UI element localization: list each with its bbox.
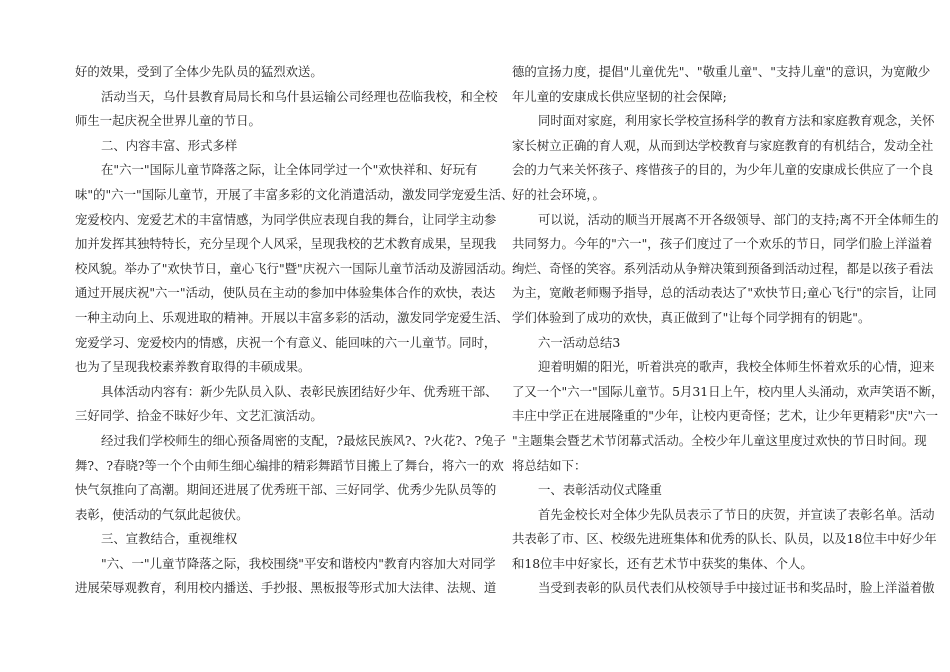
text-line: 宠爱校内、宠爱艺术的丰富情感，为同学供应表现自我的舞台，让同学主动参: [75, 211, 497, 227]
text-line: 家长树立正确的育人观，从而到达学校教育与家庭教育的有机结合，发动全社: [512, 137, 934, 153]
text-line: 年儿童的安康成长供应坚韧的社会保障;: [512, 88, 727, 104]
text-line: 和18位丰中好家长，还有艺术节中获奖的集体、个人。: [512, 555, 813, 571]
text-line: 味"的"六一"国际儿童节，开展了丰富多彩的文化消遣活动，激发同学宠爱生活、: [75, 186, 514, 202]
text-line: 同时面对家庭，利用家长学校宣扬科学的教育方法和家庭教育观念，关怀: [538, 113, 935, 129]
text-line: 也为了呈现我校素养教育取得的丰硕成果。: [75, 359, 311, 375]
right-column: [512, 60, 944, 601]
text-line: 表彰，使活动的气氛此起彼伏。: [75, 506, 249, 522]
section-heading: 三、宣教结合，重视维权: [101, 531, 238, 547]
text-line: 共同努力。今年的"六一"，孩子们度过了一个欢乐的节日，同学们脸上洋溢着: [512, 236, 933, 252]
text-line: 舞?、?春晓?等一个个由师生细心编排的精彩舞蹈节目搬上了舞台，将六一的欢: [75, 457, 504, 473]
text-line: 好的社会环境，。: [512, 186, 605, 202]
text-line: 当受到表彰的队员代表们从校领导手中接过证书和奖品时，脸上洋溢着傲: [538, 580, 935, 596]
text-line: 可以说，活动的顺当开展离不开各级领导、部门的支持;离不开全体师生的: [538, 211, 939, 227]
text-line: 德的宣扬力度，提倡"儿童优先"、"敬重儿童"、"支持儿童"的意识，为宽敞少: [512, 64, 931, 79]
text-line: 在"六一"国际儿童节降落之际，让全体同学过一个"欢快祥和、好玩有: [101, 162, 478, 178]
left-column: [75, 60, 514, 601]
text-line: 绚烂、奇怪的笑容。系列活动从争辩决策到预备到活动过程，都是以孩子看法: [512, 260, 934, 276]
text-line: 首先金校长对全体少先队员表示了节日的庆贺，并宣读了表彰名单。活动: [538, 506, 935, 522]
text-line: 三好同学、拾金不昧好少年、文艺汇演活动。: [75, 408, 323, 424]
text-line: 具体活动内容有：新少先队员入队、表彰民族团结好少年、优秀班干部、: [101, 383, 498, 399]
section-heading: 二、内容丰富、形式多样: [101, 137, 238, 153]
text-line: 校风貌。举办了"欢快节日，童心飞行"暨"庆祝六一国际儿童节活动及游园活动。: [75, 260, 514, 276]
text-line: 宠爱学习、宠爱校内的情感，庆祝一个有意义、能回味的六一儿童节。同时，: [75, 334, 497, 350]
section-title: 六一活动总结3: [538, 334, 621, 350]
text-line: 学们体验到了成功的欢快，真正做到了"让每个同学拥有的钥匙"。: [512, 309, 871, 325]
text-line: 会的力气来关怀孩子、疼惜孩子的目的，为少年儿童的安康成长供应了一个良: [512, 162, 934, 178]
text-line: 好的效果，受到了全体少先队员的猛烈欢送。: [75, 64, 323, 79]
text-line: 一种主动向上、乐观进取的精神。开展以丰富多彩的活动，激发同学宠爱生活、: [75, 309, 509, 325]
text-line: 快气氛推向了高潮。期间还进展了优秀班干部、三好同学、优秀少先队员等的: [75, 482, 497, 498]
text-line: 活动当天，乌什县教育局局长和乌什县运输公司经理也莅临我校，和全校: [101, 88, 498, 104]
text-line: 丰庄中学正在进展隆重的"少年，让校内更奇怪；艺术，让少年更精彩"庆"六一: [512, 408, 938, 424]
text-line: 进展荣辱观教育，利用校内播送、手抄报、黑板报等形式加大法律、法规、道: [75, 580, 497, 596]
text-line: 将总结如下：: [512, 457, 587, 473]
text-line: 迎着明媚的阳光，听着洪亮的歌声，我校全体师生怀着欢乐的心情，迎来: [538, 359, 935, 375]
text-line: 通过开展庆祝"六一"活动，使队员在主动的参加中体验集体合作的欢快，表达: [75, 285, 496, 301]
text-line: 经过我们学校师生的细心预备周密的支配，?最炫民族风?、?火花?、?兔子: [101, 432, 506, 448]
section-heading: 一、表彰活动仪式隆重: [538, 482, 662, 498]
text-line: 共表彰了市、区、校级先进班集体和优秀的队长、队员，以及18位丰中好少年: [512, 531, 937, 547]
text-line: "六、一"儿童节降落之际，我校围绕"平安和谐校内"教育内容加大对同学: [101, 555, 496, 571]
text-line: 为主，宽敞老师赐予指导，总的活动表达了"欢快节日;童心飞行"的宗旨，让同: [512, 285, 937, 301]
text-line: 师生一起庆祝全世界儿童的节日。: [75, 113, 261, 129]
text-line: 加并发挥其独特特长，充分呈现个人风采，呈现我校的艺术教育成果，呈现我: [75, 236, 497, 252]
text-line: "主题集会暨艺术节闭幕式活动。全校少年儿童这里度过欢快的节日时间。现: [512, 432, 927, 448]
text-line: 了又一个"六一"国际儿童节。5月31日上午，校内里人头涌动，欢声笑语不断，: [512, 383, 944, 399]
